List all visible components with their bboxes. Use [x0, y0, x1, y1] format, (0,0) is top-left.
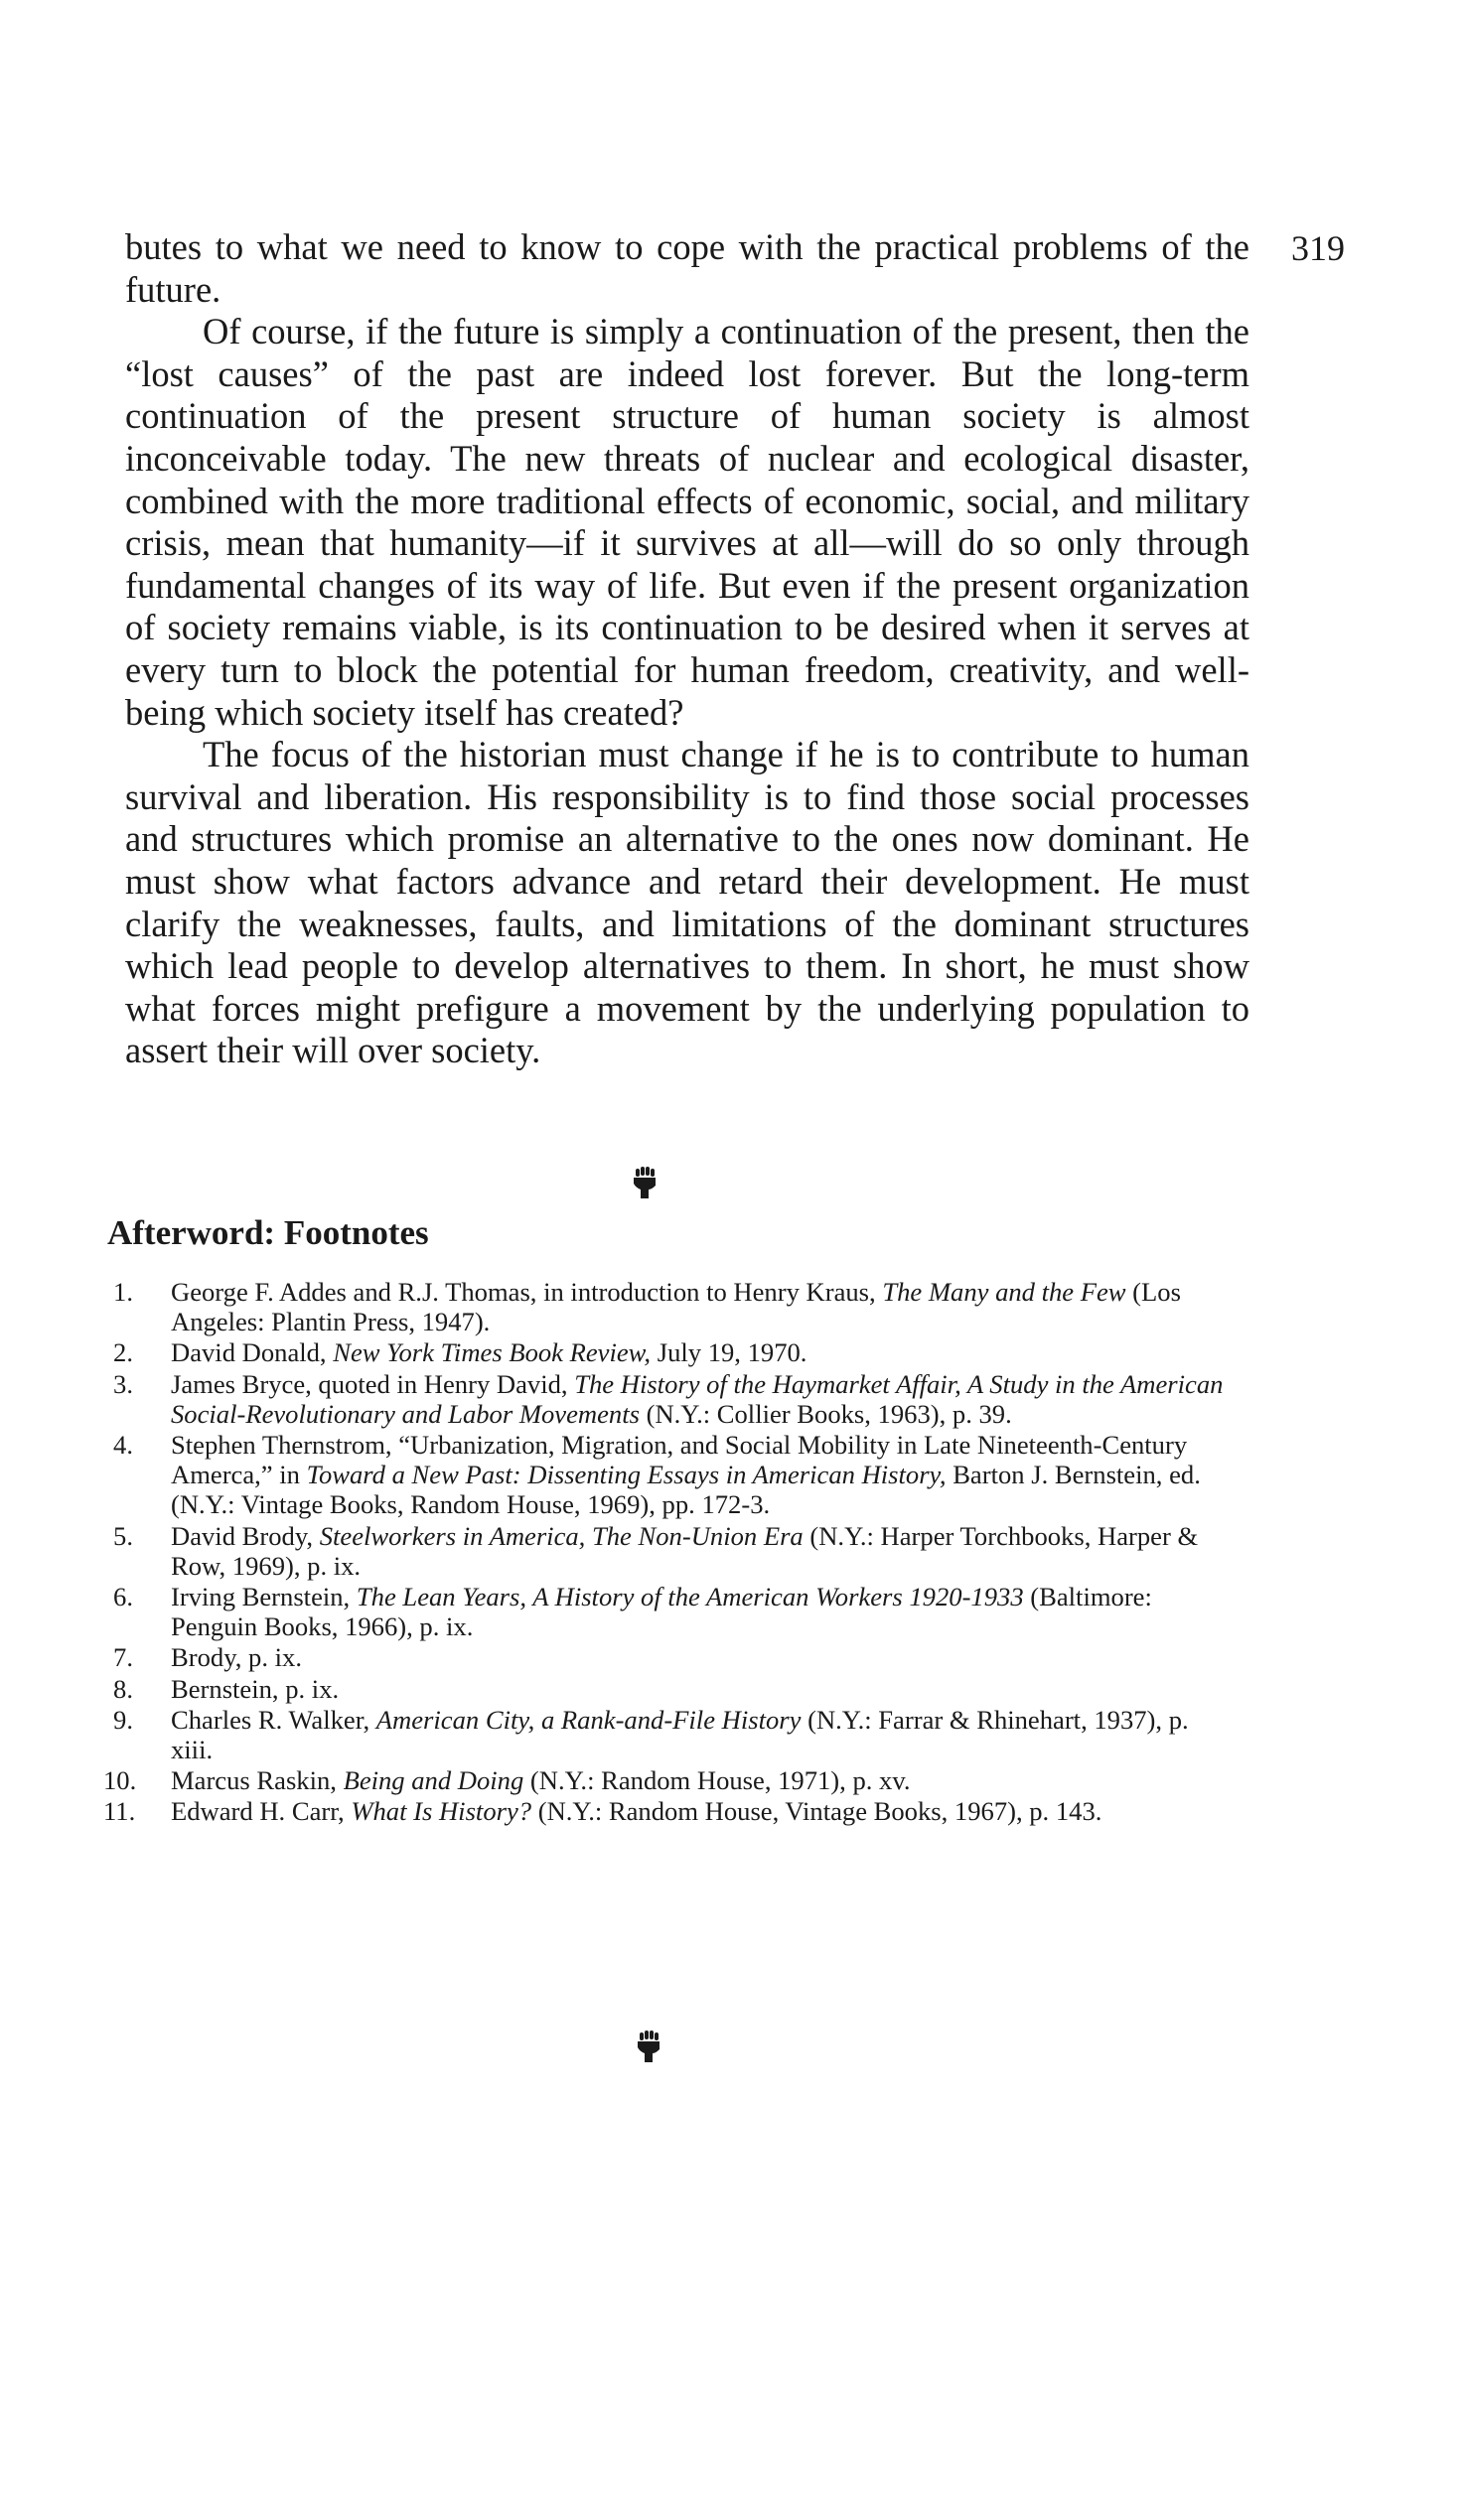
footnote-run: Marcus Raskin,	[171, 1765, 344, 1796]
footnote-text	[171, 1705, 1236, 1764]
page-number: 319	[1291, 228, 1345, 268]
footnote-text	[171, 1430, 1236, 1520]
footnote-text	[171, 1369, 1236, 1429]
paragraph-continued: butes to what we need to know to cope with the practical problems of the future.	[125, 226, 1249, 310]
body-text	[125, 226, 1249, 1072]
footnote-title: Toward a New Past: Dissenting Essays in American History,	[306, 1460, 947, 1490]
footnote-text	[171, 1582, 1236, 1641]
footnote-number: 11.	[103, 1796, 136, 1827]
footnote-text	[171, 1521, 1236, 1581]
footnote-run: Brody, p. ix.	[171, 1642, 302, 1673]
footnote-item	[103, 1642, 1236, 1672]
footnote-item	[103, 1674, 1236, 1704]
footnote-number: 1.	[113, 1277, 133, 1307]
footnote-item	[103, 1430, 1236, 1520]
footnote-run: (N.Y.: Collier Books, 1963), p. 39.	[639, 1398, 1012, 1429]
footnote-run: (N.Y.: Farrar & Rhinehart, 1937), p. xiii.	[171, 1704, 1189, 1765]
footnote-item	[103, 1521, 1236, 1581]
footnote-item	[103, 1705, 1236, 1764]
footnote-run: Edward H. Carr,	[171, 1796, 352, 1827]
footnote-item	[103, 1582, 1236, 1641]
footnote-run: David Brody,	[171, 1520, 320, 1551]
footnote-title: The History of the Haymarket Affair, A Study in the American Social-Revolutionary and Labor Movements	[171, 1368, 1224, 1429]
footnote-text	[171, 1674, 1236, 1704]
footnote-run: Bernstein, p. ix.	[171, 1673, 340, 1704]
footnote-title: Being and Doing	[343, 1765, 524, 1796]
footnote-run: Barton J. Bernstein, ed. (N.Y.: Vintage Books, Random House, 1969), pp. 172-3.	[171, 1460, 1201, 1520]
footnote-number: 4.	[113, 1430, 133, 1461]
footnote-item	[103, 1796, 1236, 1826]
footnote-run: (N.Y.: Random House, Vintage Books, 1967), p. 143.	[531, 1796, 1102, 1827]
footnote-run: Irving Bernstein,	[171, 1582, 357, 1612]
footnote-item	[103, 1277, 1236, 1336]
footnote-number: 7.	[113, 1642, 133, 1673]
footnote-run: David Donald,	[171, 1337, 334, 1368]
raised-fist-icon	[632, 1166, 658, 1199]
footnote-item	[103, 1765, 1236, 1795]
footnote-number: 10.	[103, 1765, 137, 1796]
footnote-run: Stephen Thernstrom, “Urbanization, Migration, and Social Mobility in Late Nineteenth-Century Amerca,” in	[171, 1430, 1188, 1490]
footnote-title: The Many and the Few	[882, 1277, 1126, 1307]
footnote-list	[103, 1277, 1236, 1828]
footnote-run: Charles R. Walker,	[171, 1704, 376, 1735]
footnote-text	[171, 1337, 1236, 1367]
footnote-run: (N.Y.: Harper Torchbooks, Harper & Row, 1969), p. ix.	[171, 1520, 1199, 1581]
footnote-text	[171, 1796, 1236, 1826]
footnote-run: (Los Angeles: Plantin Press, 1947).	[171, 1277, 1181, 1337]
footnote-title: What Is History?	[351, 1796, 532, 1827]
footnote-title: American City, a Rank-and-File History	[375, 1704, 802, 1735]
footnote-title: Steelworkers in America, The Non-Union Era	[319, 1520, 804, 1551]
footnote-number: 3.	[113, 1368, 133, 1399]
footnote-item	[103, 1337, 1236, 1367]
footnotes-heading: Afterword: Footnotes	[107, 1213, 429, 1252]
paragraph: The focus of the historian must change if he is to contribute to human survival and liberation. His responsibility is to find those social processes and structures which promise an alternative to the ones now dominant. He must show what factors advance and retard their development. He must clarify the weaknesses, faults, and limitations of the dominant structures which lead people to develop alternatives to them. In short, he must show what forces might prefigure a movement by the underlying population to assert their will over society.	[125, 734, 1249, 1071]
footnote-title: New York Times Book Review,	[333, 1337, 652, 1368]
footnote-number: 6.	[113, 1582, 133, 1612]
footnote-number: 9.	[113, 1704, 133, 1735]
footnote-text	[171, 1765, 1236, 1795]
footnote-run: James Bryce, quoted in Henry David,	[171, 1368, 575, 1399]
footnote-text	[171, 1642, 1236, 1672]
footnote-text	[171, 1277, 1236, 1336]
paragraph: Of course, if the future is simply a continuation of the present, then the “lost causes” of the past are indeed lost forever. But the long-term continuation of the present structure of human society is almost inconceivable today. The new threats of nuclear and ecological disaster, combined with the more traditional effects of economic, social, and military crisis, mean that humanity—if it survives at all—will do so only through fundamental changes of its way of life. But even if the present organization of society remains viable, is its continuation to be desired when it serves at every turn to block the potential for human freedom, creativity, and well-being which society itself has created?	[125, 311, 1249, 733]
footnote-number: 5.	[113, 1520, 133, 1551]
footnote-run: George F. Addes and R.J. Thomas, in introduction to Henry Kraus,	[171, 1277, 883, 1307]
footnote-number: 2.	[113, 1337, 133, 1368]
footnote-title: The Lean Years, A History of the American Workers 1920-1933	[356, 1582, 1024, 1612]
footnote-run: July 19, 1970.	[651, 1337, 807, 1368]
footnote-number: 8.	[113, 1673, 133, 1704]
footnote-run: (Baltimore: Penguin Books, 1966), p. ix.	[171, 1582, 1152, 1642]
raised-fist-icon	[636, 2030, 661, 2063]
footnote-run: (N.Y.: Random House, 1971), p. xv.	[523, 1765, 911, 1796]
footnote-item	[103, 1369, 1236, 1429]
